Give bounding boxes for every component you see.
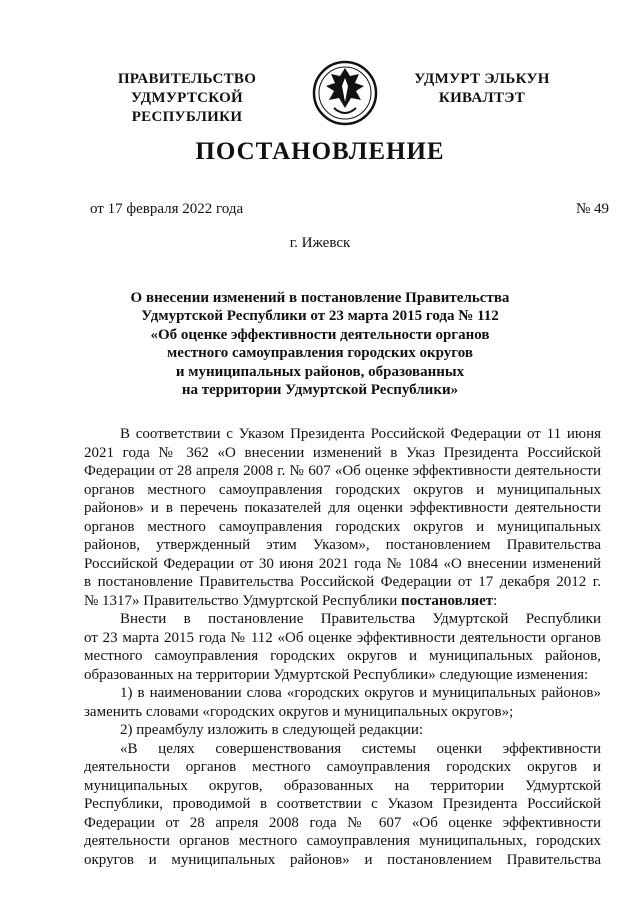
body-line: Российской Федерации от 30 июня 2021 года № 1084 «О внесении изменений [84, 555, 601, 572]
body-line: 2) преамбулу изложить в следующей редакции: [120, 722, 424, 738]
left-org-line: УДМУРТСКОЙ РЕСПУБЛИКИ [131, 90, 243, 125]
document-number: № 49 [575, 201, 609, 217]
body-line: Федерации от 28 апреля 2008 года № 607 «Об оценке эффективности [84, 814, 601, 831]
body-line: округов и муниципальных районов» и постановлением Правительства [84, 851, 601, 868]
body-line: 2021 года № 362 «О внесении изменений в Указ Президента Российской [84, 444, 601, 461]
body-line: деятельности органов местного самоуправления муниципальных, городских [84, 833, 601, 849]
left-organization-name [74, 70, 300, 127]
document-subject [110, 289, 530, 399]
body-line: от 23 марта 2015 года № 112 «Об оценке эффективности деятельности органов [84, 629, 601, 646]
subject-line: и муниципальных районов, образованных [175, 363, 465, 380]
body-line: «В целях совершенствования системы оценки эффективности [120, 740, 601, 757]
subject-line: местного самоуправления городских округов [167, 345, 473, 362]
body-line: муниципальных округов, образованных на территории Удмуртской [84, 777, 601, 794]
body-line: заменить словами «городских округов и муниципальных округов»; [84, 703, 514, 720]
resolution-colon: : [493, 592, 498, 609]
body-line: органов местного самоуправления городских округов и муниципальных [84, 481, 601, 498]
body-line: Федерации от 28 апреля 2008 г. № 607 «Об оценке эффективности деятельности [84, 463, 601, 479]
body-line: местного самоуправления городских округов и муниципальных районов, [84, 648, 601, 664]
document-city: г. Ижевск [289, 235, 351, 251]
body-line: районов, утвержденный этим Указом», постановлением Правительства [84, 537, 601, 553]
resolution-text: № 1317» Правительство Удмуртской Республики [84, 592, 402, 609]
body-line: в постановление Правительства Российской Федерации от 17 декабря 2012 г. [84, 574, 601, 590]
body-line: деятельности органов местного самоуправления городских округов и [84, 759, 601, 775]
right-org-line: УДМУРТ ЭЛЬКУН [414, 71, 550, 87]
document-body [84, 425, 601, 869]
left-org-line: ПРАВИТЕЛЬСТВО [117, 71, 257, 87]
body-line: образованных на территории Удмуртской Республики» следующие изменения: [84, 666, 589, 683]
document-date: от 17 февраля 2022 года [90, 201, 244, 217]
body-line: Внести в постановление Правительства Удмуртской Республики [120, 611, 601, 627]
right-org-line: КИВАЛТЭТ [438, 90, 526, 106]
subject-line: на территории Удмуртской Республики» [181, 382, 459, 399]
udmurt-coat-of-arms-icon [312, 56, 378, 130]
body-line: Республики, проводимой в соответствии с Указом Президента Российской [84, 796, 601, 812]
body-line: районов» и в перечень показателей для оценки эффективности деятельности [84, 500, 601, 516]
right-organization-name [400, 70, 564, 108]
body-line: В соответствии с Указом Президента Российской Федерации от 11 июня [120, 426, 601, 442]
subject-line: О внесении изменений в постановление Правительства [130, 290, 510, 306]
resolution-keyword: постановляет [401, 592, 494, 609]
subject-line: Удмуртской Республики от 23 марта 2015 года № 112 [141, 308, 499, 325]
subject-line: «Об оценке эффективности деятельности органов [150, 326, 490, 343]
body-line: органов местного самоуправления городских округов и муниципальных [84, 518, 601, 535]
body-line: 1) в наименовании слова «городских округов и муниципальных районов» [120, 685, 601, 701]
document-type-title: ПОСТАНОВЛЕНИЕ [195, 138, 445, 165]
body-line-resolution [84, 592, 601, 611]
